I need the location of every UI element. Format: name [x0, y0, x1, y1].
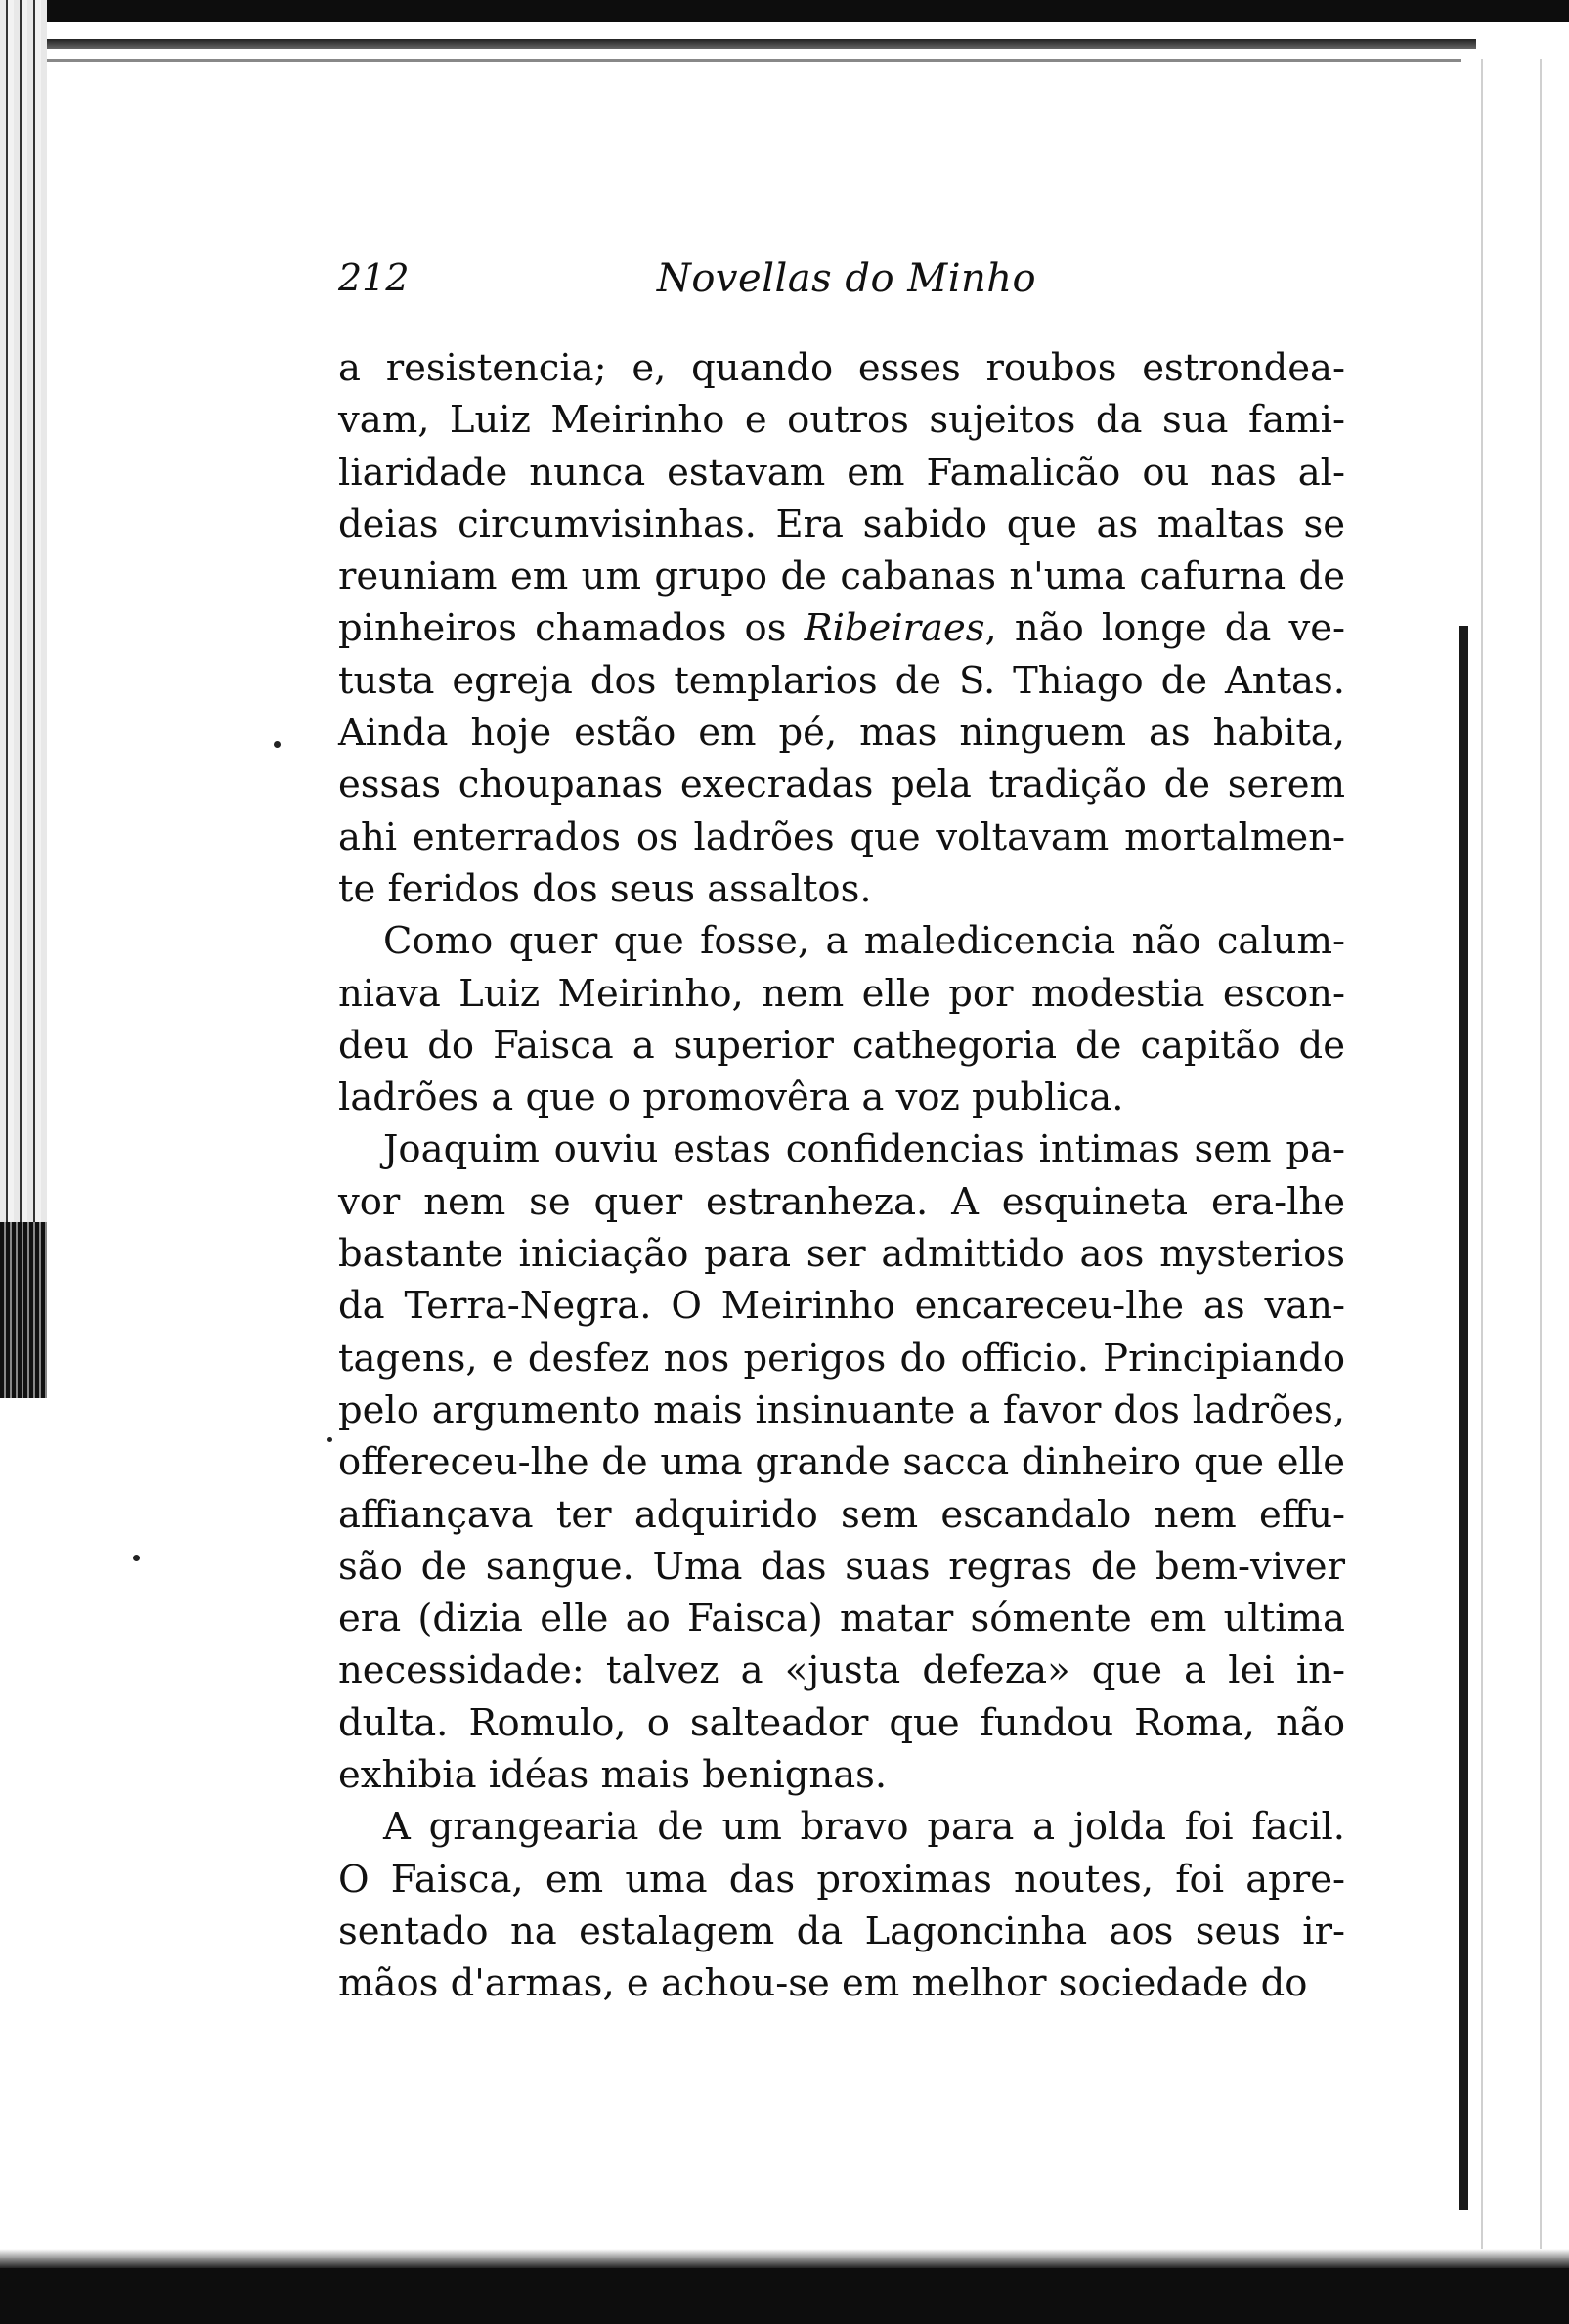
text-line: affiançava ter adquirido sem escandalo nem effu-: [338, 1492, 1345, 1537]
text-line: ladrões a que o promovêra a voz publica.: [338, 1075, 1124, 1120]
text-line: tusta egreja dos templarios de S. Thiago de Antas.: [338, 658, 1345, 703]
text-line: Ainda hoje estão em pé, mas ninguem as habita,: [338, 711, 1345, 756]
paragraph: [338, 1123, 1345, 1801]
margin-mark: [133, 1555, 140, 1561]
text-line: deias circumvisinhas. Era sabido que as maltas se: [338, 502, 1345, 547]
text-line: liaridade nunca estavam em Famalicão ou nas al-: [338, 450, 1345, 495]
page-header: [338, 256, 1345, 315]
scan-bottom-gradient: [0, 2249, 1569, 2268]
text-line: mãos d'armas, e achou-se em melhor sociedade do: [338, 1961, 1308, 2006]
text-line: essas choupanas execradas pela tradição de serem: [338, 763, 1345, 808]
text-line: bastante iniciação para ser admittido aos mysterios: [338, 1232, 1345, 1277]
running-title: Novellas do Minho: [656, 256, 1037, 301]
scan-right-binding: [1459, 626, 1468, 2210]
scan-top-border: [0, 0, 1569, 22]
text-line: exhibia idéas mais benignas.: [338, 1753, 888, 1798]
text-line: sentado na estalagem da Lagoncinha aos seus ir-: [338, 1908, 1345, 1953]
text-line: a resistencia; e, quando esses roubos estrondea-: [338, 346, 1345, 390]
text-line: Como quer que fosse, a maledicencia não calum-: [383, 919, 1345, 964]
text-line: da Terra-Negra. O Meirinho encareceu-lhe as van-: [338, 1284, 1345, 1329]
text-line: niava Luiz Meirinho, nem elle por modestia escon-: [338, 971, 1345, 1016]
margin-mark: [274, 741, 281, 748]
page-number: 212: [338, 256, 410, 299]
scan-left-edge: [0, 0, 47, 1398]
text-line: A grangearia de um bravo para a jolda foi facil.: [383, 1805, 1345, 1850]
text-line: dulta. Romulo, o salteador que fundou Roma, não: [338, 1700, 1345, 1745]
scan-top-rule-thin: [29, 59, 1496, 62]
text-line: Joaquim ouviu estas confidencias intimas sem pa-: [383, 1127, 1345, 1172]
text-line: O Faisca, em uma das proximas noutes, foi apre-: [338, 1857, 1345, 1902]
text-line: pelo argumento mais insinuante a favor dos ladrões,: [338, 1387, 1345, 1432]
scan-bottom-border: [0, 2268, 1569, 2324]
text-line: são de sangue. Uma das suas regras de bem-viver: [338, 1544, 1345, 1589]
text-line: vor nem se quer estranheza. A esquineta era-lhe: [338, 1179, 1345, 1224]
text-line: deu do Faisca a superior cathegoria de capitão de: [338, 1023, 1345, 1068]
text-line: reuniam em um grupo de cabanas n'uma cafurna de: [338, 554, 1345, 599]
text-line: vam, Luiz Meirinho e outros sujeitos da sua fami-: [338, 398, 1345, 443]
scan-top-rule: [29, 39, 1476, 49]
paragraph: [338, 1801, 1345, 2009]
text-line: pinheiros chamados os Ribeiraes, não longe da ve-: [338, 606, 1345, 651]
text-line: te feridos dos seus assaltos.: [338, 866, 872, 911]
body-text: [338, 342, 1345, 2010]
text-line: era (dizia elle ao Faisca) matar sómente em ultima: [338, 1597, 1345, 1642]
text-line: necessidade: talvez a «justa defeza» que a lei in-: [338, 1648, 1345, 1693]
scan-left-shadow: [0, 1222, 47, 1398]
text-line: offereceu-lhe de uma grande sacca dinheiro que elle: [338, 1440, 1345, 1485]
text-line: ahi enterrados os ladrões que voltavam mortalmen-: [338, 814, 1345, 859]
text-line: tagens, e desfez nos perigos do officio. Principiando: [338, 1336, 1345, 1381]
paragraph: [338, 915, 1345, 1123]
paragraph: [338, 342, 1345, 915]
scan-right-edge: [1461, 59, 1569, 2249]
margin-mark: [327, 1437, 332, 1442]
